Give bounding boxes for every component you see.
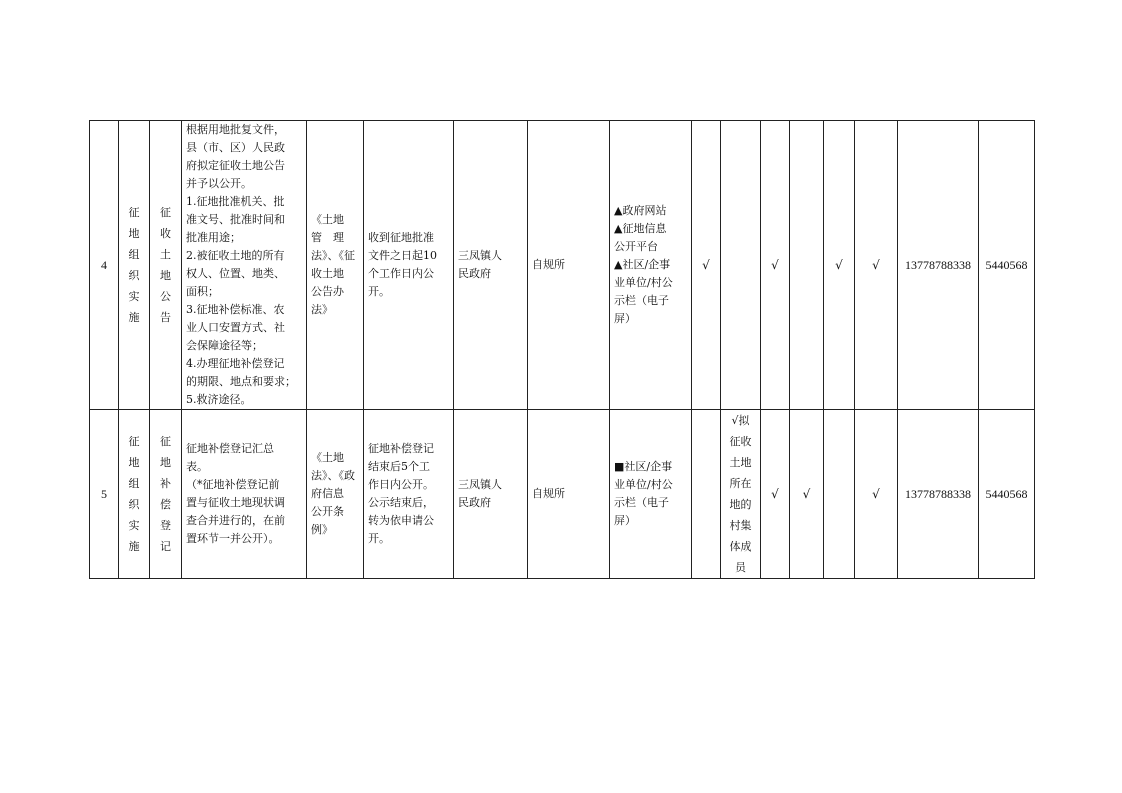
source-cell: 自规所 xyxy=(528,121,610,410)
check-cell: √ xyxy=(761,410,790,579)
phone-cell: 13778788338 xyxy=(898,121,979,410)
check-cell: √ xyxy=(761,121,790,410)
phone-cell: 13778788338 xyxy=(898,410,979,579)
basis-cell: 《土地 法》、《政 府信息 公开条 例》 xyxy=(307,410,364,579)
time-limit-cell: 征地补偿登记 结束后5个工 作日内公开。 公示结束后， 转为依申请公 开。 xyxy=(364,410,454,579)
check-cell xyxy=(790,121,824,410)
content-cell: 征地补偿登记汇总 表。 （*征地补偿登记前 置与征收土地现状调 查合并进行的，在前 置环节一并公开）。 xyxy=(182,410,307,579)
check-cell: √ xyxy=(855,410,898,579)
subject-cell: 三凤镇人 民政府 xyxy=(454,121,528,410)
target-group-cell: √拟 征收 土地 所在 地的 村集 体成 员 xyxy=(721,410,761,579)
source-cell: 自规所 xyxy=(528,410,610,579)
phone-cell: 5440568 xyxy=(979,121,1035,410)
item-cell: 征 地 补 偿 登 记 xyxy=(150,410,182,579)
row-number: 4 xyxy=(90,121,119,410)
check-cell: √ xyxy=(824,121,855,410)
channels-cell: ■社区/企事 业单位/村公 示栏（电子 屏） xyxy=(610,410,692,579)
check-cell xyxy=(692,410,721,579)
check-cell: √ xyxy=(692,121,721,410)
time-limit-cell: 收到征地批准 文件之日起10 个工作日内公 开。 xyxy=(364,121,454,410)
disclosure-table xyxy=(89,120,1035,579)
item-cell: 征 收 土 地 公 告 xyxy=(150,121,182,410)
subject-cell: 三凤镇人 民政府 xyxy=(454,410,528,579)
check-cell xyxy=(824,410,855,579)
category-cell: 征 地 组 织 实 施 xyxy=(119,121,150,410)
phone-cell: 5440568 xyxy=(979,410,1035,579)
category-cell: 征 地 组 织 实 施 xyxy=(119,410,150,579)
table-row xyxy=(90,410,1035,579)
content-cell: 根据用地批复文件， 县（市、区）人民政 府拟定征收土地公告 并予以公开。 1.征地批准机关、批 准文号、批准时间和 批准用途； 2.被征收土地的所有 权人、位置、地类、 面积； 3.征地补偿标准、农 业人口安置方式、社 会保障途径等； 4.办理征地补偿登记 的期限、地点和要求； 5.救济途径。 xyxy=(182,121,307,410)
table-row xyxy=(90,121,1035,410)
check-cell xyxy=(721,121,761,410)
check-cell: √ xyxy=(855,121,898,410)
row-number: 5 xyxy=(90,410,119,579)
channels-cell: ▲政府网站 ▲征地信息 公开平台 ▲社区/企事 业单位/村公 示栏（电子 屏） xyxy=(610,121,692,410)
disclosure-table-sheet xyxy=(89,120,1035,579)
check-cell: √ xyxy=(790,410,824,579)
basis-cell: 《土地 管 理 法》、《征 收土地 公告办 法》 xyxy=(307,121,364,410)
